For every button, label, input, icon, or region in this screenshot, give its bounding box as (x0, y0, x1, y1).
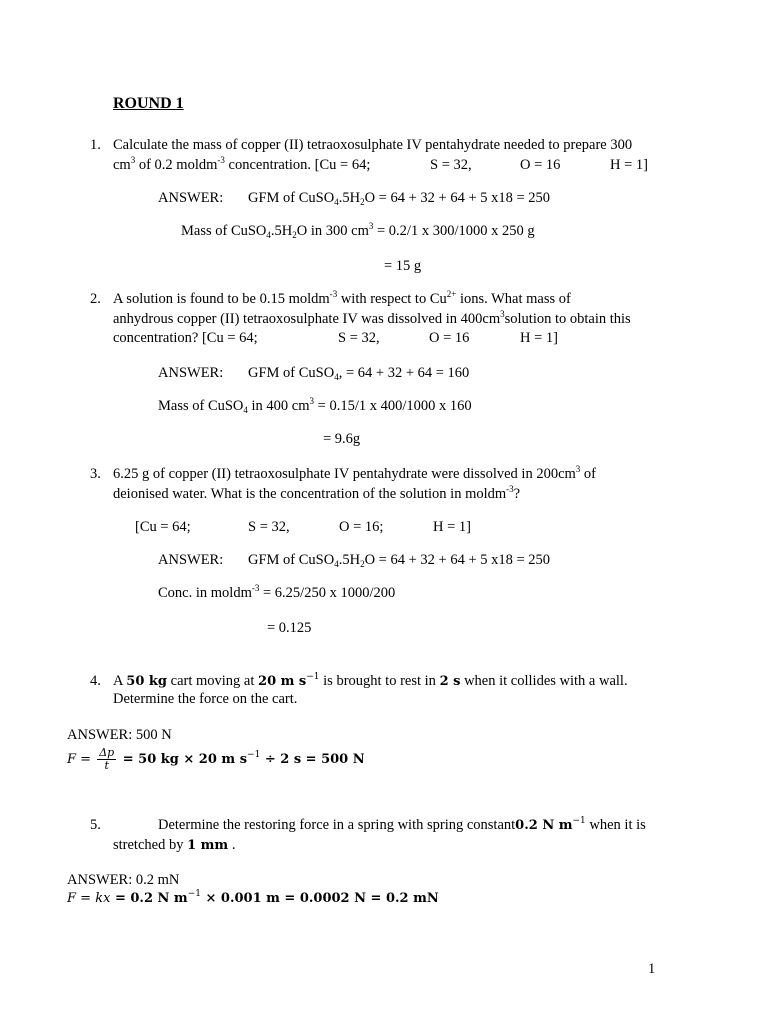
answer-gfm: GFM of $CuSO_4.5H_2O = 64 + 32 + 64 + 5$ x18 = 250 (248, 552, 551, 569)
page-number: 1 (648, 961, 656, 977)
given-h: H = 1] (520, 330, 558, 346)
question-text: Determine the restoring force in a spring with spring constant0.2 N $m^{-1}$ when it is (158, 816, 646, 833)
question-text: Calculate the mass of copper (II) tetraoxosulphate IV pentahydrate needed to prepare 300 (113, 137, 633, 153)
answer-label: ANSWER: (158, 190, 224, 206)
question-number: 2. (90, 291, 101, 307)
question-number: 3. (90, 466, 101, 482)
mass-value: 50 kg (126, 674, 168, 689)
question-number: 4. (90, 673, 101, 689)
question-text: deionised water. What is the concentration of the solution in moldm$^{-3}$? (113, 484, 521, 502)
given-o: O = 16 (429, 330, 470, 346)
spring-constant-value: 0.2 N $m^{-1}$ (515, 816, 586, 833)
given-s: S = 32, (338, 330, 380, 346)
answer-result: = 0.125 (267, 620, 312, 636)
answer-conc: Conc. in moldm$^{-3}$ = 6.25/250 x 1000/200 (158, 583, 396, 601)
answer-gfm: GFM of CuSO$_4$, = 64 + 32 + 64 = 160 (248, 365, 470, 382)
given-cu: [Cu = 64; (135, 519, 191, 535)
answer-label: ANSWER: (158, 365, 224, 381)
question-text: Determine the force on the cart. (113, 691, 298, 707)
answer-result: = 15 g (384, 258, 422, 274)
question-text: stretched by 1 mm . (113, 837, 236, 853)
question-text: 6.25 g of copper (II) tetraoxosulphate IV pentahydrate were dissolved in $200cm^3$ of (113, 464, 597, 482)
question-number: 5. (90, 817, 101, 833)
answer-formula: F = kx = 0.2 N $m^{-1} \times 0.001$ m = 0.0002 N = 0.2 mN (67, 889, 439, 906)
answer-result: = 9.6g (323, 431, 361, 447)
page-title: ROUND 1 (113, 95, 184, 112)
answer-gfm: GFM of $CuSO_4.5H_2O = 64 + 32 + 64 + 5$ x18 = 250 (248, 190, 551, 207)
answer-text: ANSWER: 0.2 mN (67, 872, 180, 888)
extension-value: 1 mm (187, 838, 229, 853)
fraction: $\frac{\Delta p}{t}$ (99, 746, 115, 772)
question-number: 1. (90, 137, 101, 153)
question-text: anhydrous copper (II) tetraoxosulphate IV was dissolved in $400cm^3solution$ to obtain this (113, 309, 631, 327)
velocity-value: 20 m $s^{-1}$ (258, 672, 320, 689)
answer-text: ANSWER: 500 N (67, 727, 172, 743)
answer-label: ANSWER: (158, 552, 224, 568)
given-h: H = 1] (610, 157, 648, 173)
question-text: A 50 kg cart moving at 20 m $s^{-1}$ is brought to rest in 2 s when it collides with a wall. (113, 672, 628, 689)
given-s: S = 32, (430, 157, 472, 173)
given-h: H = 1] (433, 519, 471, 535)
question-text: A solution is found to be 0.15 moldm$^{-3}$ with respect to $Cu^{2+}$ ions. What mass of (113, 289, 571, 307)
answer-formula: F = $\frac{\Delta p}{t}$ = 50 kg × 20 m $s^{-1} \div 2$ s = 500 N (67, 746, 365, 772)
given-o: O = 16; (339, 519, 384, 535)
question-text: $cm^3$ of 0.2 moldm$^{-3}$ concentration. [Cu = 64; (113, 155, 371, 173)
answer-mass: Mass of CuSO$_4$ in 400 $cm^3 = 0.15/1$ x 400/1000 x 160 (158, 396, 472, 415)
question-text: concentration? [Cu = 64; (113, 330, 258, 346)
given-o: O = 16 (520, 157, 561, 173)
given-s: S = 32, (248, 519, 290, 535)
answer-mass: Mass of $CuSO_4.5H_2O$ in 300 $cm^3 = 0.2/1$ x 300/1000 x 250 g (181, 221, 535, 240)
time-value: 2 s (439, 674, 461, 689)
